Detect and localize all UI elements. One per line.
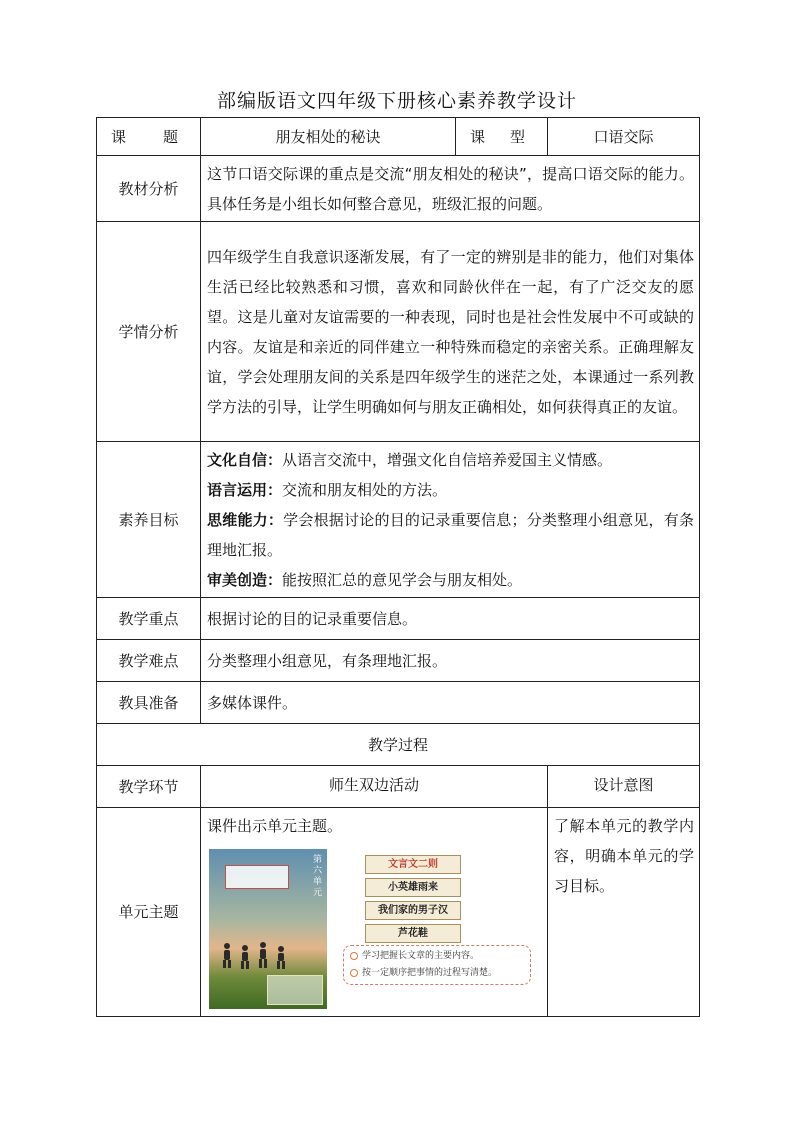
key-point-text: 根据讨论的目的记录重要信息。: [201, 598, 700, 640]
tools-row: [97, 682, 700, 724]
student-analysis-text: 四年级学生自我意识逐渐发展，有了一定的辨别是非的能力，他们对集体生活已经比较熟悉和习惯，喜欢和同龄伙伴在一起，有了广泛交友的愿望。这是儿童对友谊需要的一种表现，同时也是社会性发展中不可或缺的内容。友谊是和亲近的同伴建立一种特殊而稳定的亲密关系。正确理解友谊，学会处理朋友间的关系是四年级学生的迷茫之处，本课通过一系列教学方法的引导，让学生明确如何与朋友正确相处，如何获得真正的友谊。: [201, 222, 700, 442]
goal-title: 文化自信：: [207, 450, 283, 469]
tools-text: 多媒体课件。: [201, 682, 700, 724]
unit-lesson-list: [365, 855, 461, 947]
student-analysis-row: [97, 222, 700, 442]
textbook-analysis-label: 教材分析: [97, 156, 201, 222]
learning-point-text: 学习把握长文章的主要内容。: [362, 951, 480, 961]
process-heading: 教学过程: [97, 724, 700, 766]
bullet-icon: [350, 952, 358, 960]
goal-item: [207, 565, 694, 595]
learning-point: [350, 948, 524, 965]
goals-row: [97, 442, 700, 598]
textbook-analysis-text: 这节口语交际课的重点是交流“朋友相处的秘诀”，提高口语交际的能力。具体任务是小组长如何整合意见，班级汇报的问题。: [201, 156, 700, 222]
difficulty-row: [97, 640, 700, 682]
textbook-analysis-row: [97, 156, 700, 222]
difficulty-label: 教学难点: [97, 640, 201, 682]
goal-title: 思维能力：: [207, 510, 284, 529]
lesson-tag: 文言文二则: [365, 855, 461, 874]
goals-list: [201, 442, 700, 598]
unit-theme-label: 单元主题: [97, 808, 201, 1017]
unit-cover-illustration: [209, 849, 327, 1009]
unit-theme-activity: [201, 808, 548, 1017]
difficulty-text: 分类整理小组意见，有条理地汇报。: [201, 640, 700, 682]
learning-point: [350, 965, 524, 982]
intent-column-header: 设计意图: [548, 766, 700, 808]
lesson-tag: 小英雄雨来: [365, 878, 461, 897]
key-point-row: [97, 598, 700, 640]
topic-label: 课 题: [97, 118, 201, 156]
cover-unit-number: 第六单元: [313, 855, 323, 898]
cover-text-box: [267, 975, 323, 1005]
goal-item: [207, 445, 694, 475]
student-analysis-label: 学情分析: [97, 222, 201, 442]
goals-label: 素养目标: [97, 442, 201, 598]
unit-theme-intent: 了解本单元的教学内容，明确本单元的学习目标。: [548, 808, 700, 1017]
info-row: [97, 118, 700, 156]
unit-theme-row: [97, 808, 700, 1017]
goal-text: 能按照汇总的意见学会与朋友相处。: [282, 570, 523, 589]
unit-theme-image: [209, 847, 539, 1012]
activity-column-header: 师生双边活动: [201, 766, 548, 808]
process-header-row: [97, 766, 700, 808]
lesson-plan-table: [96, 117, 700, 1017]
cover-note-box: [225, 865, 289, 889]
type-label: 课 型: [456, 118, 548, 156]
document-title: 部编版语文四年级下册核心素养教学设计: [216, 90, 577, 112]
topic-value: 朋友相处的秘诀: [201, 118, 456, 156]
stage-column-header: 教学环节: [97, 766, 201, 808]
goal-text: 从语言交流中，增强文化自信培养爱国主义情感。: [282, 450, 613, 469]
tools-label: 教具准备: [97, 682, 201, 724]
goal-title: 语言运用：: [207, 480, 283, 499]
type-value: 口语交际: [548, 118, 700, 156]
goal-title: 审美创造：: [207, 570, 283, 589]
lesson-tag: 我们家的男子汉: [365, 901, 461, 920]
key-point-label: 教学重点: [97, 598, 201, 640]
running-children-icon: [219, 941, 299, 971]
unit-theme-activity-text: 课件出示单元主题。: [207, 817, 343, 835]
goal-item: [207, 475, 694, 505]
goal-text: 学会根据讨论的目的记录重要信息；分类整理小组意见，有条理地汇报。: [207, 510, 694, 559]
goal-item: [207, 505, 694, 565]
learning-point-text: 按一定顺序把事情的过程写清楚。: [362, 968, 498, 978]
unit-learning-points: [343, 945, 531, 985]
lesson-tag: 芦花鞋: [365, 924, 461, 943]
process-heading-row: [97, 724, 700, 766]
bullet-icon: [350, 969, 358, 977]
goal-text: 交流和朋友相处的方法。: [282, 480, 448, 499]
